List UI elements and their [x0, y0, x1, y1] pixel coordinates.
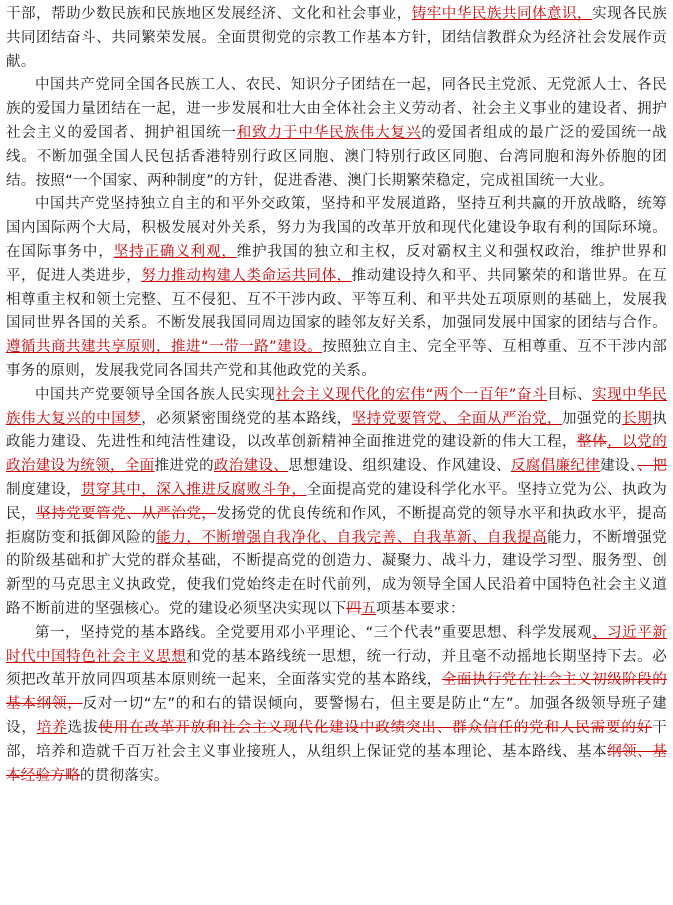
deleted-text: 全面执行党在社会主义初级阶段的基本纲领， [6, 672, 668, 713]
inserted-text: 长期 [622, 410, 653, 427]
body-text: 发扬党的优良传统和作风，不断提高党的领导水平和执政水平，提高拒腐防变和抵御风险的 [6, 505, 667, 546]
inserted-text: 政治建设、 [213, 458, 289, 475]
deleted-text: 使用在改革开放和社会主义现代化建设中政绩突出、群众信任的党和人民需要的好 [98, 719, 653, 736]
inserted-text: 铸牢中华民族共同体意识， [411, 6, 593, 22]
body-text: 全面提高党的建设科学化水平。坚持立党为公、执政为民， [6, 481, 668, 522]
inserted-text: 、习近平新时代中国特色社会主义思想 [6, 624, 668, 665]
inserted-text: 社会主义现代化的宏伟“两个一百年”奋斗 [275, 386, 547, 403]
body-text: 干部，培养和造就千百万社会主义事业接班人，从组织上保证党的基本理论、基本路线、基本 [6, 719, 668, 760]
deleted-text: 、把 [637, 458, 668, 475]
body-text: 反对一切“左”的和右的错误倾向，要警惕右，但主要是防止“左”。加强各级领导班子建设， [6, 696, 667, 736]
inserted-text: 反腐倡廉纪律 [510, 458, 601, 475]
paragraph [6, 384, 667, 622]
inserted-text: 努力推动构建人类命运共同体， [141, 267, 352, 284]
body-text: 中国共产党同全国各民族工人、农民、知识分子团结在一起，同各民主党派、无党派人士、各民族的爱国力量团结在一起，进一步发展和壮大由全体社会主义劳动者、社会主义事业的建设者、拥护社会主义的爱国者、拥护祖国统一 [6, 77, 667, 141]
body-text: 项基本要求： [376, 600, 465, 617]
inserted-text: 实现中华民族伟大复兴的中国梦 [6, 386, 667, 427]
body-text: 建设、 [600, 458, 638, 475]
deleted-text: 四 [346, 600, 362, 617]
body-text: 和党的基本路线统一思想，统一行动，并且毫不动摇地长期坚持下去。必须把改革开放同四项基本原则统一起来，全面落实党的基本路线， [6, 648, 667, 689]
body-text: ，必须紧密围绕党的基本路线， [141, 410, 352, 427]
inserted-text: 能力，不断增强自我净化、自我完善、自我革新、自我提高 [156, 529, 547, 546]
body-text: 执政能力建设、先进性和纯洁性建设，以改革创新精神全面推进党的建设新的伟大工程， [6, 410, 668, 451]
paragraph [6, 74, 667, 193]
body-text: 加强党的 [562, 410, 623, 427]
body-text: 第一，坚持党的基本路线。全党要用邓小平理论、“三个代表”重要思想、科学发展观 [35, 624, 593, 641]
body-text: 目标、 [546, 386, 593, 403]
inserted-text: 坚持党要管党、全面从严治党， [351, 410, 563, 427]
body-text: 的爱国者组成的最广泛的爱国统一战线。不断加强全国人民包括香港特别行政区同胞、澳门特别行政区同胞、台湾同胞和海外侨胞的团结。按照“一个国家、两种制度”的方针，促进香港、澳门长期繁荣稳定，完成祖国统一大业。 [6, 124, 667, 189]
inserted-text: 坚持正确义利观， [113, 243, 237, 260]
body-text: 能力，不断增强党的阶级基础和扩大党的群众基础，不断提高党的创造力、凝聚力、战斗力，建设学习型、服务型、创新型的马克思主义执政党，使我们党始终走在时代前列，成为领导全国人民沿着中国特色社会主义道路不断前进的坚强核心。党的建设必须坚决实现以下 [6, 529, 667, 617]
body-text: 中国共产党要领导全国各族人民实现 [35, 386, 276, 403]
inserted-text: 贯穿其中，深入推进反腐败斗争， [81, 481, 307, 498]
body-text: 实现各民族共同团结奋斗、共同繁荣发展。全面贯彻党的宗教工作基本方针，团结信教群众为经济社会发展作贡献。 [6, 6, 668, 70]
body-text: 制度建设， [6, 481, 82, 498]
body-text: 中国共产党坚持独立自主的和平外交政策，坚持和平发展道路，坚持互利共赢的开放战略，统筹国内国际两个大局，积极发展对外关系，努力为我国的改革开放和现代化建设争取有利的国际环境。在国际事务中， [6, 196, 667, 260]
inserted-text: ，以党的政治建设为统领，全面 [6, 434, 667, 475]
deleted-text: 坚持党要管党、从严治党， [36, 505, 217, 522]
body-text: 维护我国的独立和主权，反对霸权主义和强权政治，维护世界和平，促进人类进步， [6, 243, 667, 284]
body-text: 推进党的 [154, 458, 214, 475]
inserted-text: 培养 [36, 719, 68, 736]
body-text: 干部，帮助少数民族和民族地区发展经济、文化和社会事业， [6, 6, 412, 22]
inserted-text: 遵循共商共建共享原则，推进“一带一路”建设。 [6, 339, 323, 356]
body-text: 推动建设持久和平、共同繁荣的和谐世界。在互相尊重主权和领土完整、互不侵犯、互不干涉内政、平等互利、和平共处五项原则的基础上，发展我国同世界各国的关系。不断发展我国同周边国家的睦邻友好关系，加强同发展中国家的团结与合作。 [6, 267, 667, 332]
body-text: 思想建设、组织建设、作风建设、 [288, 458, 511, 475]
paragraph [6, 193, 667, 383]
deleted-text: 整体 [577, 434, 608, 451]
body-text: 按照独立自主、完全平等、互相尊重、互不干涉内部事务的原则，发展我党同各国共产党和其他政党的关系。 [6, 339, 667, 379]
inserted-text: 和致力于中华民族伟大复兴 [236, 124, 422, 141]
deleted-text: 纲领、基本经验方略 [6, 743, 667, 784]
paragraph [6, 622, 667, 789]
inserted-text: 五 [361, 600, 377, 617]
paragraph [6, 3, 667, 74]
body-text: 选拔 [67, 719, 99, 736]
body-text: 的贯彻落实。 [80, 767, 169, 784]
